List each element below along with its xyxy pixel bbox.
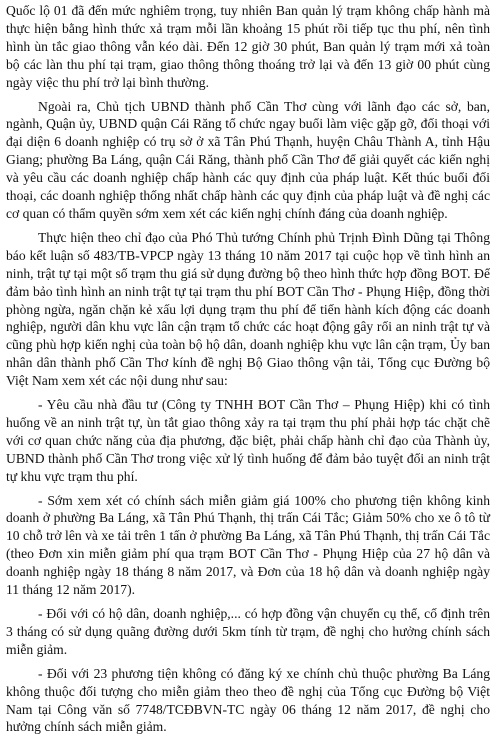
document-body <box>6 2 490 742</box>
paragraph-dialogue-meeting: Ngoài ra, Chủ tịch UBND thành phố Cần Thơ cùng với lãnh đạo các sở, ban, ngành, Quận ủy, UBND quận Cái Răng tổ chức ngay buổi làm việc gặp gỡ, đối thoại với đại diện 6 doanh nghiệp có trụ sở ở xã Tân Phú Thạnh, huyện Châu Thành A, tỉnh Hậu Giang; phường Ba Láng, quận Cái Răng, thành phố Cần Thơ để giải quyết các kiến nghị và yêu cầu các doanh nghiệp chấp hành các quy định của pháp luật. Kết thúc buổi đối thoại, các doanh nghiệp thống nhất chấp hành các quy định của pháp luật và đề nghị các cơ quan có thẩm quyền sớm xem xét các kiến nghị chính đáng của doanh nghiệp. <box>6 98 490 221</box>
paragraph-unregistered-vehicles: - Đối với 23 phương tiện không có đăng ký xe chính chủ thuộc phường Ba Láng không thuộc đối tượng cho miễn giảm theo theo đề nghị của Tổng cục Đường bộ Việt Nam tại Công văn số 7748/TCĐBVN-TC ngày 06 tháng 12 năm 2017, đề nghị cho hưởng chính sách miễn giảm. <box>6 665 490 735</box>
paragraph-directive: Thực hiện theo chỉ đạo của Phó Thủ tướng Chính phủ Trịnh Đình Dũng tại Thông báo kết luận số 483/TB-VPCP ngày 13 tháng 10 năm 2017 tại cuộc họp về tình hình an ninh, trật tự tại một số trạm thu giá sử dụng đường bộ theo hình thức hợp đồng BOT. Để đảm bảo tình hình an ninh trật tự tại trạm thu phí BOT Cần Thơ - Phụng Hiệp, đồng thời phòng ngừa, ngăn chặn kẻ xấu lợi dụng trạm thu phí để tiến hành kích động các doanh nghiệp, người dân khu vực lân cận trạm tổ chức các hoạt động gây rối an ninh trật tự và cũng phù hợp kiến nghị của toàn bộ hộ dân, doanh nghiệp khu vực lân cận trạm, Ủy ban nhân dân thành phố Cần Thơ kính đề nghị Bộ Giao thông vận tải, Tổng cục Đường bộ Việt Nam xem xét các nội dung như sau: <box>6 229 490 389</box>
paragraph-fee-exemption: - Sớm xem xét có chính sách miễn giảm giá 100% cho phương tiện không kinh doanh ở phường Ba Láng, xã Tân Phú Thạnh, thị trấn Cái Tắc; Giảm 50% cho xe ô tô từ 10 chỗ trở lên và xe tải trên 1 tấn ở phường Ba Láng, xã Tân Phú Thạnh, thị trấn Cái Tắc (theo Đơn xin miễn giảm phí qua trạm BOT Cần Thơ - Phụng Hiệp của 27 hộ dân và doanh nghiệp ngày 18 tháng 8 năm 2017, và Đơn của 18 hộ dân và doanh nghiệp ngày 11 tháng 12 năm 2017). <box>6 492 490 598</box>
paragraph-continuation: Quốc lộ 01 đã đến mức nghiêm trọng, tuy nhiên Ban quản lý trạm không chấp hành mà thực hiện bằng hình thức xả trạm mỗi lần khoảng 15 phút rồi tiếp tục thu phí, nên tình hình ùn tắc giao thông vẫn kéo dài. Đến 12 giờ 30 phút, Ban quản lý trạm mới xả toàn bộ các làn thu phí tại trạm, giao thông thông thoáng trở lại và đến 13 giờ 00 phút cùng ngày việc thu phí trở lại bình thường. <box>6 3 490 90</box>
paragraph-request-investor: - Yêu cầu nhà đầu tư (Công ty TNHH BOT Cần Thơ – Phụng Hiệp) khi có tình huống về an ninh trật tự, ùn tắt giao thông xảy ra tại trạm thu phí phải hợp tác chặt chẽ với cơ quan chức năng của địa phương, đặc biệt, phải chấp hành chỉ đạo của Thành ủy, UBND thành phố Cần Thơ trong việc xử lý tình huống để đảm bảo tuyệt đối an ninh trật tự khu vực trạm thu phí. <box>6 397 490 484</box>
paragraph-transport-contracts: - Đối với có hộ dân, doanh nghiệp,... có hợp đồng vận chuyển cụ thể, cố định trên 3 tháng có sử dụng quãng đường dưới 5km tính từ trạm, đề nghị cho hưởng chính sách miễn giảm. <box>6 606 490 657</box>
